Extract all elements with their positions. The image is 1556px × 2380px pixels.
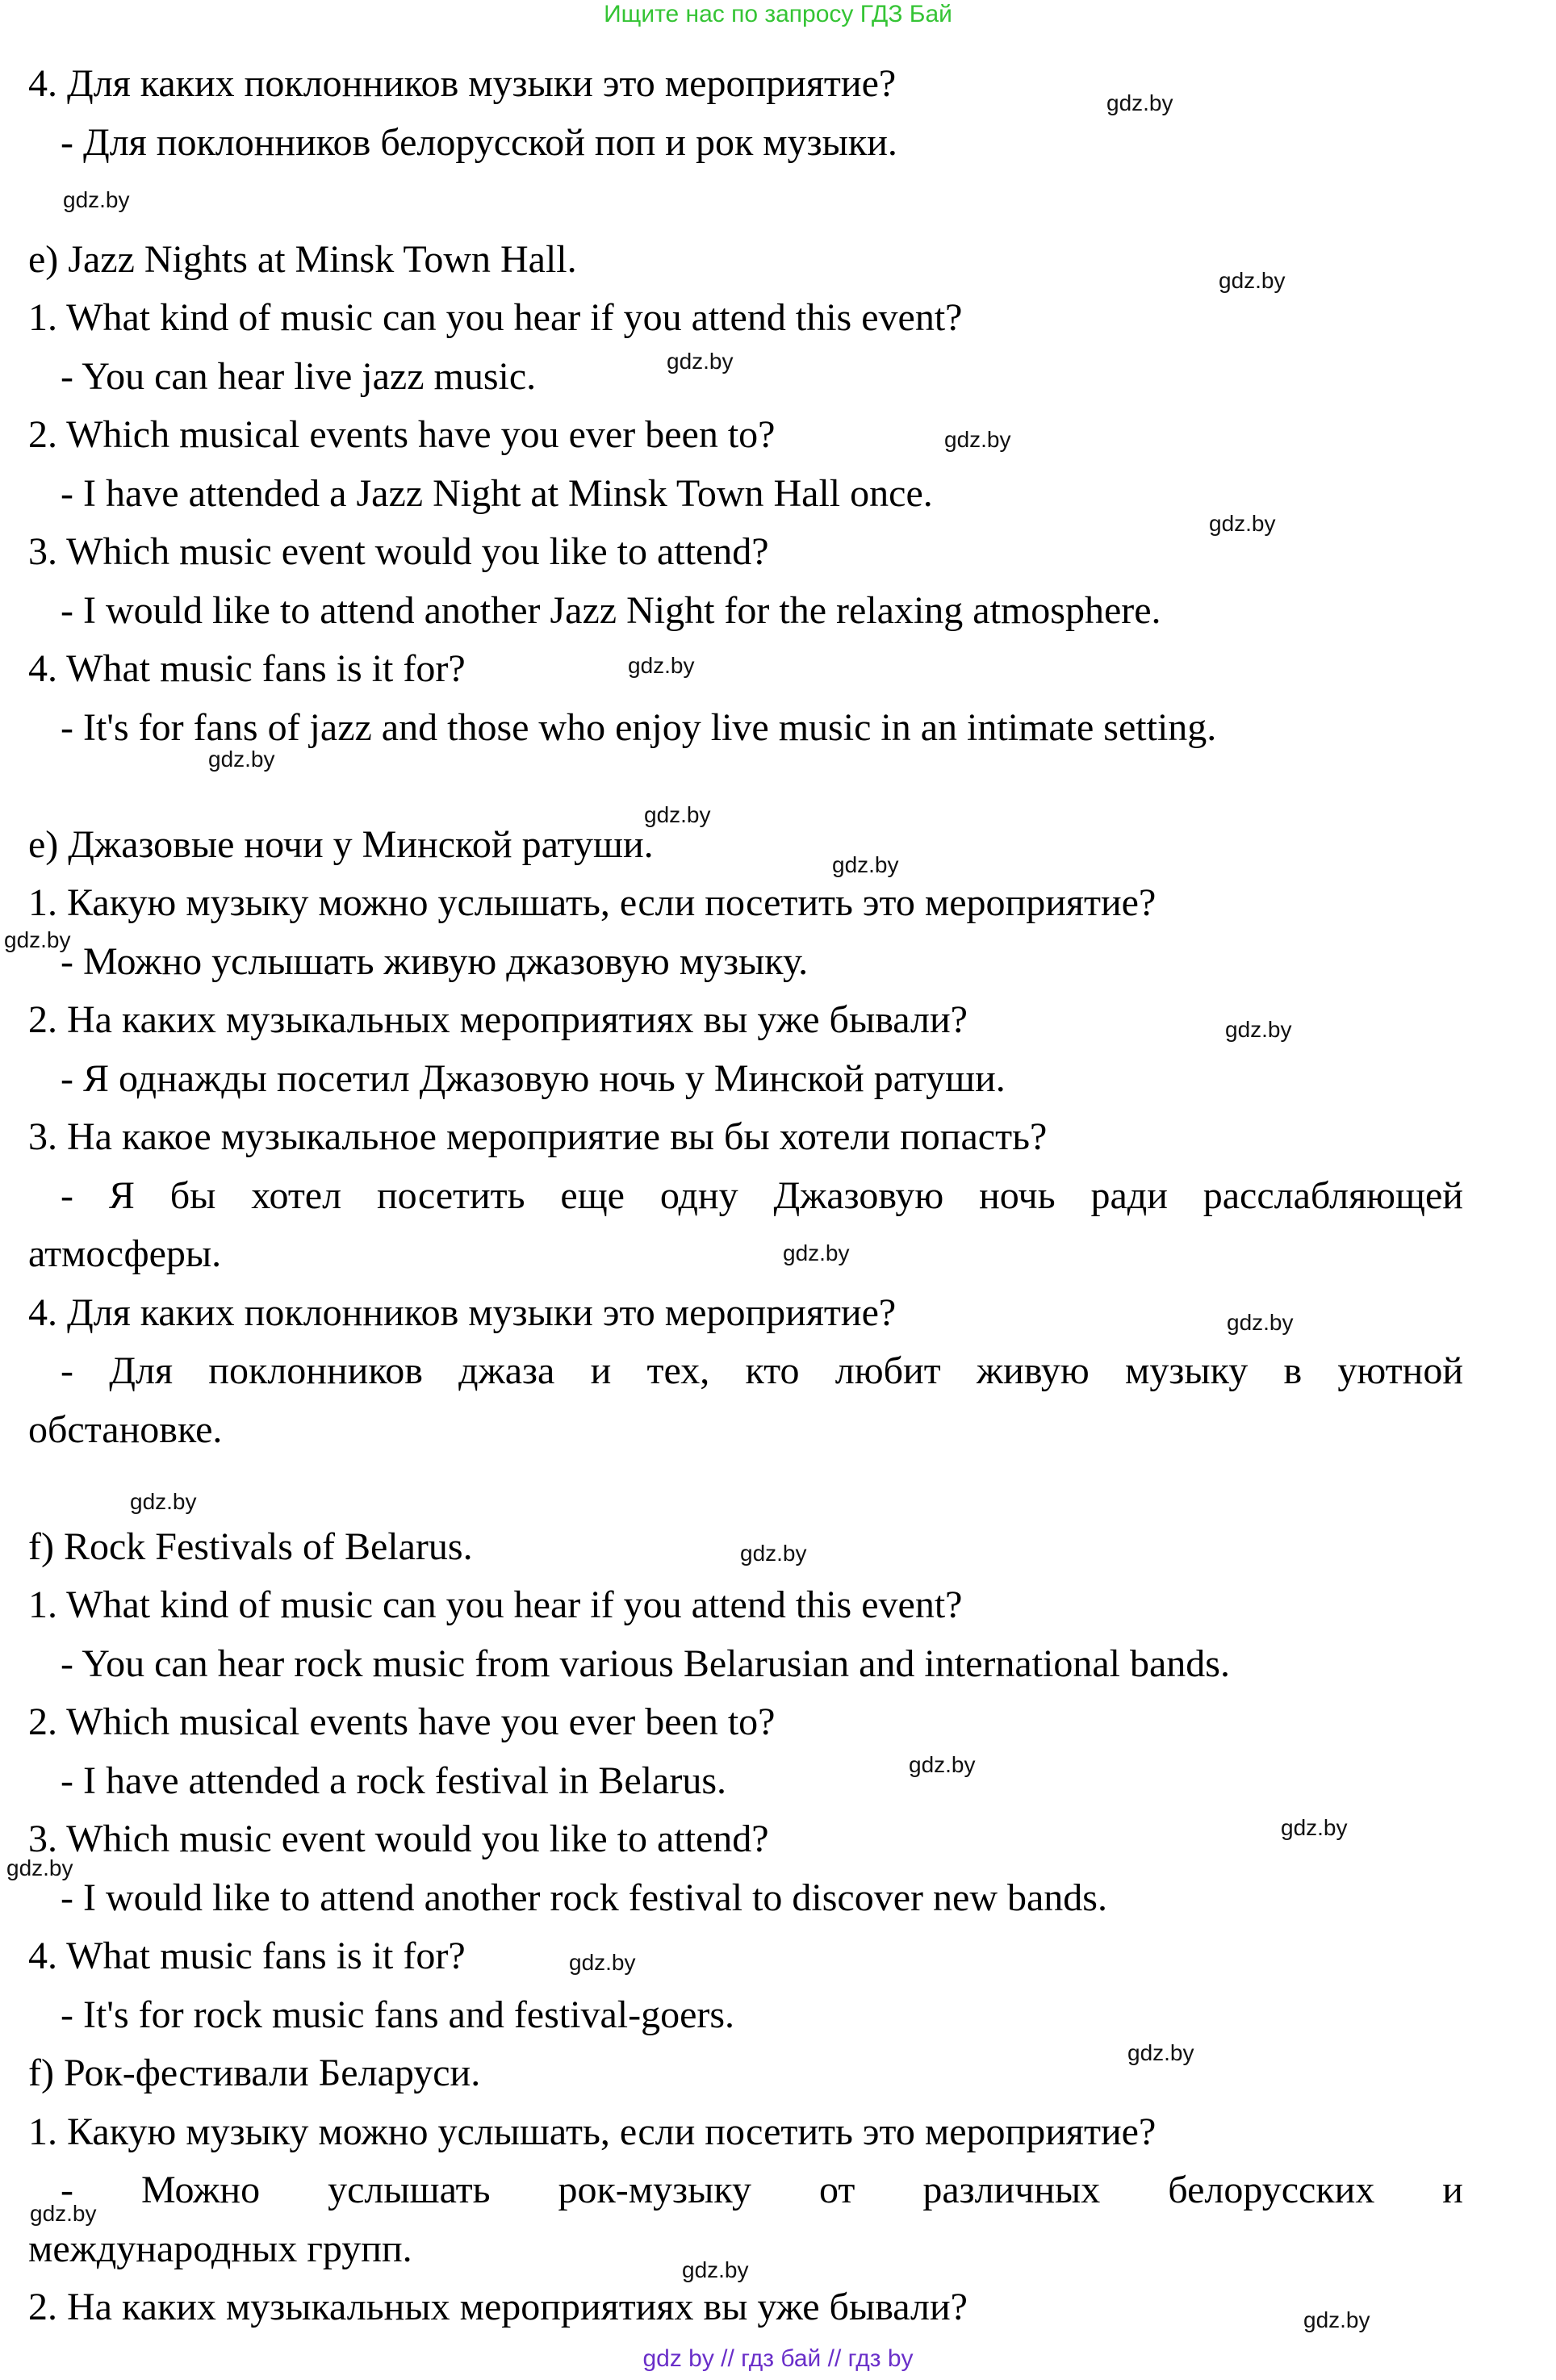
text-line: 3. На какое музыкальное мероприятие вы бы хотели попасть? bbox=[28, 1115, 1048, 1158]
answer-line: - Можно услышать живую джазовую музыку. bbox=[61, 939, 809, 983]
watermark: gdz.by bbox=[6, 1855, 73, 1880]
text-line: e) Jazz Nights at Minsk Town Hall. bbox=[28, 237, 577, 281]
text-line: 1. What kind of music can you hear if you attend this event? bbox=[28, 1583, 963, 1626]
text-line: обстановке. bbox=[28, 1408, 223, 1451]
text-line: 4. Для каких поклонников музыки это мероприятие? bbox=[28, 62, 897, 105]
answer-line: - I would like to attend another rock festival to discover new bands. bbox=[61, 1876, 1107, 1919]
answer-line: - I have attended a Jazz Night at Minsk Town Hall once. bbox=[61, 471, 933, 515]
answer-line: - It's for fans of jazz and those who enjoy live music in an intimate setting. bbox=[61, 705, 1217, 749]
text-line: 3. Which music event would you like to attend? bbox=[28, 1817, 769, 1860]
text-line: 3. Which music event would you like to attend? bbox=[28, 530, 769, 573]
watermark: gdz.by bbox=[30, 2201, 97, 2226]
blank-line bbox=[28, 1459, 1463, 1518]
watermark: gdz.by bbox=[944, 427, 1011, 452]
watermark: gdz.by bbox=[909, 1752, 976, 1777]
answer-line: - I have attended a rock festival in Belarus. bbox=[61, 1759, 726, 1802]
text-line: 2. На каких музыкальных мероприятиях вы уже бывали? bbox=[28, 2286, 968, 2328]
text-line: 4. Для каких поклонников музыки это мероприятие? bbox=[28, 1290, 897, 1334]
watermark: gdz.by bbox=[628, 653, 695, 678]
text-line: 2. Which musical events have you ever been to? bbox=[28, 413, 776, 456]
watermark: gdz.by bbox=[208, 747, 275, 772]
text-line: 1. What kind of music can you hear if you attend this event? bbox=[28, 296, 963, 339]
answer-line: - It's for rock music fans and festival-goers. bbox=[61, 1993, 735, 2036]
text-line: 4. What music fans is it for? bbox=[28, 647, 466, 690]
footer-banner[interactable]: gdz by // гдз бай // гдз by bbox=[642, 2345, 914, 2372]
text-line: международных групп. bbox=[28, 2227, 412, 2270]
watermark: gdz.by bbox=[569, 1950, 636, 1975]
answer-line: - Для поклонников белорусской поп и рок музыки. bbox=[61, 120, 897, 164]
header-banner[interactable]: Ищите нас по запросу ГДЗ Бай bbox=[604, 1, 952, 27]
watermark: gdz.by bbox=[1127, 2040, 1194, 2065]
text-line: 2. Which musical events have you ever been to? bbox=[28, 1700, 776, 1743]
watermark: gdz.by bbox=[682, 2257, 749, 2282]
blank-line bbox=[28, 172, 1463, 231]
answer-line: - Для поклонников джаза и тех, кто любит живую музыку в уютной bbox=[61, 1349, 1463, 1392]
text-line: f) Rock Festivals of Belarus. bbox=[28, 1525, 473, 1568]
watermark: gdz.by bbox=[644, 802, 711, 827]
text-line: 2. На каких музыкальных мероприятиях вы уже бывали? bbox=[28, 998, 968, 1041]
watermark: gdz.by bbox=[1281, 1815, 1348, 1840]
watermark: gdz.by bbox=[1106, 90, 1173, 115]
answer-line: - You can hear live jazz music. bbox=[61, 354, 537, 398]
text-line: 4. What music fans is it for? bbox=[28, 1935, 466, 1977]
text-line: 1. Какую музыку можно услышать, если посетить это мероприятие? bbox=[28, 2110, 1157, 2153]
document-body bbox=[28, 55, 1463, 2337]
watermark: gdz.by bbox=[63, 187, 130, 212]
answer-line: - You can hear rock music from various Belarusian and international bands. bbox=[61, 1642, 1230, 1685]
text-line: e) Джазовые ночи у Минской ратуши. bbox=[28, 822, 654, 866]
watermark: gdz.by bbox=[783, 1240, 850, 1265]
watermark: gdz.by bbox=[1227, 1310, 1294, 1335]
watermark: gdz.by bbox=[1219, 268, 1286, 293]
watermark: gdz.by bbox=[1303, 2307, 1370, 2332]
watermark: gdz.by bbox=[832, 852, 899, 877]
answer-line: - I would like to attend another Jazz Night for the relaxing atmosphere. bbox=[61, 588, 1161, 632]
watermark: gdz.by bbox=[1225, 1017, 1292, 1042]
watermark: gdz.by bbox=[740, 1541, 807, 1566]
watermark: gdz.by bbox=[667, 349, 734, 374]
watermark: gdz.by bbox=[130, 1489, 197, 1514]
text-line: f) Рок-фестивали Беларуси. bbox=[28, 2052, 481, 2094]
answer-line: - Я бы хотел посетить еще одну Джазовую ночь ради расслабляющей bbox=[61, 1173, 1463, 1217]
watermark: gdz.by bbox=[4, 927, 71, 952]
answer-line: - Я однажды посетил Джазовую ночь у Минской ратуши. bbox=[61, 1056, 1006, 1100]
text-line: 1. Какую музыку можно услышать, если посетить это мероприятие? bbox=[28, 881, 1157, 924]
text-line: атмосферы. bbox=[28, 1232, 222, 1275]
watermark: gdz.by bbox=[1209, 511, 1276, 536]
answer-line: - Можно услышать рок-музыку от различных белорусских и bbox=[61, 2169, 1463, 2211]
